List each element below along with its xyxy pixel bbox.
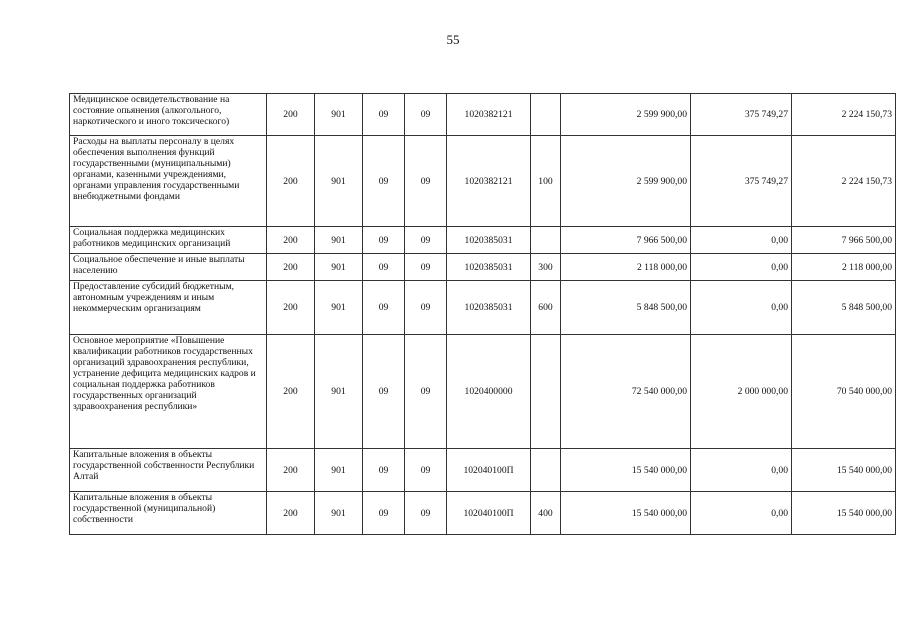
col-expense-type: [531, 335, 561, 449]
col-target-article: 1020382121: [447, 136, 531, 227]
col-section: 09: [363, 281, 405, 335]
col-ministry: 901: [315, 335, 363, 449]
col-planned-amount: 2 599 900,00: [561, 94, 691, 136]
table-row: [70, 449, 896, 492]
col-planned-amount: 15 540 000,00: [561, 492, 691, 535]
col-remaining-amount: 15 540 000,00: [792, 449, 896, 492]
col-executed-amount: 0,00: [691, 254, 792, 281]
col-planned-amount: 15 540 000,00: [561, 449, 691, 492]
col-subsection: 09: [405, 136, 447, 227]
col-remaining-amount: 5 848 500,00: [792, 281, 896, 335]
col-remaining-amount: 2 224 150,73: [792, 94, 896, 136]
col-section: 09: [363, 227, 405, 254]
col-remaining-amount: 70 540 000,00: [792, 335, 896, 449]
col-executed-amount: 0,00: [691, 281, 792, 335]
col-executed-amount: 375 749,27: [691, 94, 792, 136]
table-row: [70, 136, 896, 227]
table-row: [70, 254, 896, 281]
col-subsection: 09: [405, 227, 447, 254]
row-name: Расходы на выплаты персоналу в целях обеспечения выполнения функций государственными (муниципальными) органами, казенными учреждениями, органами управления государственными внебюджетными фондами: [70, 136, 267, 227]
table-row: [70, 94, 896, 136]
col-remaining-amount: 7 966 500,00: [792, 227, 896, 254]
col-ministry: 901: [315, 449, 363, 492]
col-ministry: 901: [315, 281, 363, 335]
row-name: Основное мероприятие «Повышение квалификации работников государственных организаций здравоохранения республики, устранение дефицита медицинских кадров и социальная поддержка работников государственных организаций здравоохранения республики»: [70, 335, 267, 449]
col-code: 200: [267, 281, 315, 335]
col-target-article: 1020385031: [447, 281, 531, 335]
col-subsection: 09: [405, 254, 447, 281]
col-code: 200: [267, 136, 315, 227]
col-code: 200: [267, 449, 315, 492]
col-code: 200: [267, 254, 315, 281]
col-expense-type: 300: [531, 254, 561, 281]
col-executed-amount: 0,00: [691, 227, 792, 254]
col-planned-amount: 2 118 000,00: [561, 254, 691, 281]
col-section: 09: [363, 94, 405, 136]
col-target-article: 1020385031: [447, 254, 531, 281]
col-ministry: 901: [315, 94, 363, 136]
col-remaining-amount: 2 118 000,00: [792, 254, 896, 281]
col-ministry: 901: [315, 254, 363, 281]
col-section: 09: [363, 254, 405, 281]
row-name: Капитальные вложения в объекты государственной собственности Республики Алтай: [70, 449, 267, 492]
col-section: 09: [363, 335, 405, 449]
col-subsection: 09: [405, 492, 447, 535]
table-row: [70, 281, 896, 335]
col-section: 09: [363, 492, 405, 535]
col-planned-amount: 5 848 500,00: [561, 281, 691, 335]
row-name: Социальное обеспечение и иные выплаты населению: [70, 254, 267, 281]
col-planned-amount: 2 599 900,00: [561, 136, 691, 227]
row-name: Медицинское освидетельствование на состояние опьянения (алкогольного, наркотического и иного токсического): [70, 94, 267, 136]
col-ministry: 901: [315, 492, 363, 535]
col-planned-amount: 7 966 500,00: [561, 227, 691, 254]
budget-table: [69, 93, 896, 535]
col-section: 09: [363, 449, 405, 492]
page-number: 55: [446, 32, 460, 47]
col-code: 200: [267, 94, 315, 136]
col-executed-amount: 375 749,27: [691, 136, 792, 227]
col-expense-type: 600: [531, 281, 561, 335]
row-name: Социальная поддержка медицинских работников медицинских организаций: [70, 227, 267, 254]
col-executed-amount: 2 000 000,00: [691, 335, 792, 449]
col-code: 200: [267, 227, 315, 254]
col-code: 200: [267, 335, 315, 449]
col-subsection: 09: [405, 335, 447, 449]
col-code: 200: [267, 492, 315, 535]
col-target-article: 102040100П: [447, 492, 531, 535]
col-planned-amount: 72 540 000,00: [561, 335, 691, 449]
col-ministry: 901: [315, 136, 363, 227]
col-executed-amount: 0,00: [691, 492, 792, 535]
col-subsection: 09: [405, 281, 447, 335]
col-subsection: 09: [405, 449, 447, 492]
col-expense-type: [531, 94, 561, 136]
table-row: [70, 335, 896, 449]
col-expense-type: 400: [531, 492, 561, 535]
col-target-article: 1020400000: [447, 335, 531, 449]
col-remaining-amount: 15 540 000,00: [792, 492, 896, 535]
col-expense-type: 100: [531, 136, 561, 227]
col-target-article: 102040100П: [447, 449, 531, 492]
row-name: Капитальные вложения в объекты государственной (муниципальной) собственности: [70, 492, 267, 535]
col-target-article: 1020385031: [447, 227, 531, 254]
row-name: Предоставление субсидий бюджетным, автономным учреждениям и иным некоммерческим организациям: [70, 281, 267, 335]
col-subsection: 09: [405, 94, 447, 136]
col-expense-type: [531, 449, 561, 492]
table-row: [70, 492, 896, 535]
col-remaining-amount: 2 224 150,73: [792, 136, 896, 227]
col-ministry: 901: [315, 227, 363, 254]
col-section: 09: [363, 136, 405, 227]
table-row: [70, 227, 896, 254]
col-executed-amount: 0,00: [691, 449, 792, 492]
col-target-article: 1020382121: [447, 94, 531, 136]
col-expense-type: [531, 227, 561, 254]
